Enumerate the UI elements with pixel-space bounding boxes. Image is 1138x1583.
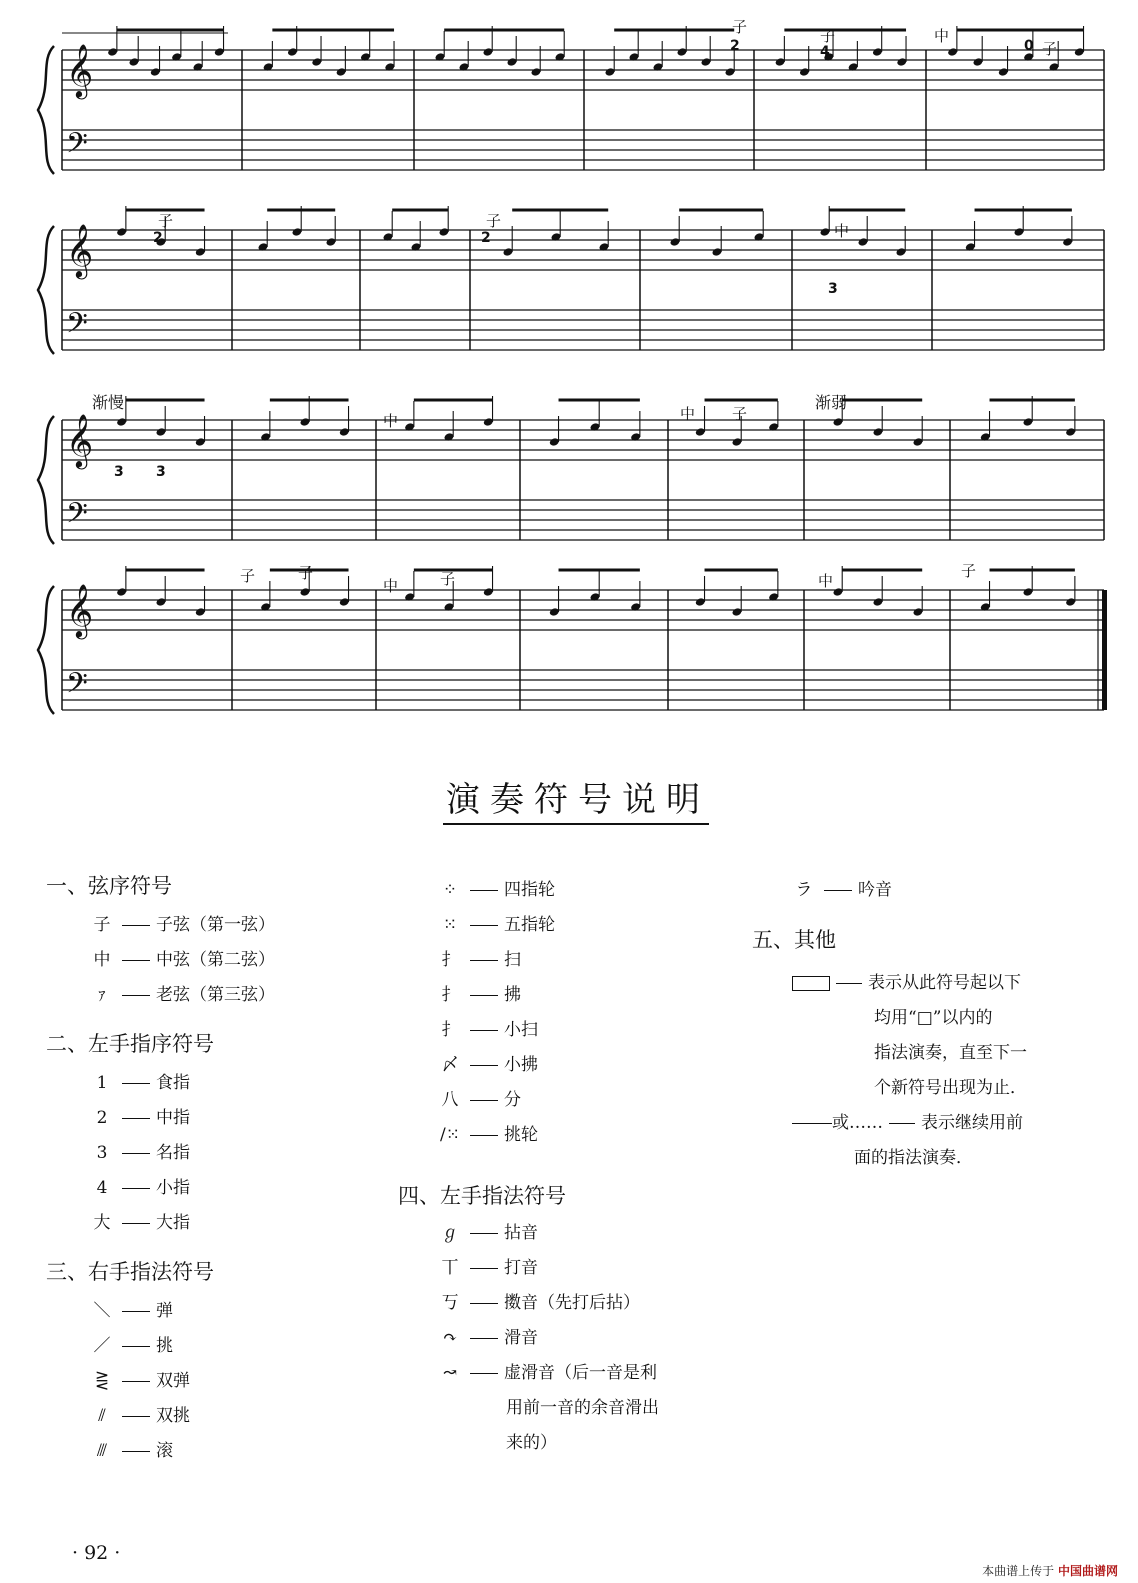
legend-row — [436, 945, 521, 970]
legend-row — [436, 1253, 538, 1278]
bass-clef-icon: 𝄢 — [66, 497, 88, 537]
legend-symbol: ⁙ — [442, 915, 458, 935]
string-label: 子 — [1042, 40, 1058, 58]
legend-row — [88, 1068, 190, 1093]
legend-text: 中指 — [156, 1108, 190, 1128]
legend-text: 来的） — [506, 1433, 557, 1453]
legend-row — [88, 1296, 173, 1321]
watermark-prefix: 本曲谱上传于 — [982, 1564, 1055, 1578]
section-heading-left-hand-fingers: 二、左手指序符号 — [46, 1032, 214, 1056]
legend-row-continued — [506, 1393, 659, 1418]
legend-row — [88, 945, 275, 970]
box-symbol — [792, 976, 830, 991]
legend-symbol: /⁙ — [440, 1125, 460, 1145]
legend-symbol: 中 — [93, 950, 111, 970]
legend-symbol: ⫽ — [98, 1406, 106, 1426]
legend-row — [436, 980, 521, 1005]
string-label: 中 — [383, 577, 399, 595]
legend-row — [88, 1331, 173, 1356]
legend-row — [436, 1120, 538, 1145]
legend-text: 食指 — [156, 1073, 190, 1093]
finger-number: 3 — [156, 464, 166, 480]
string-label: 子 — [486, 212, 502, 230]
finger-number: 2 — [730, 38, 740, 54]
finger-number: 2 — [153, 230, 163, 246]
legend-text: 子弦（第一弦） — [156, 915, 275, 935]
legend-row — [88, 980, 275, 1005]
string-label: 中 — [834, 222, 850, 240]
bass-clef-icon: 𝄢 — [66, 307, 88, 347]
legend-row — [88, 1401, 190, 1426]
system-brace — [38, 586, 54, 714]
string-label: 中 — [680, 405, 696, 423]
legend-symbol: 丂 — [441, 1293, 459, 1313]
finger-number: 3 — [828, 281, 838, 297]
legend-symbol: ℊ — [441, 1223, 459, 1243]
legend-row — [88, 910, 275, 935]
finger-number: 2 — [481, 230, 491, 246]
treble-clef-icon: 𝄞 — [66, 43, 94, 97]
other-note-line: 个新符号出现为止． — [874, 1078, 1027, 1098]
legend-text: 虚滑音（后一音是利 — [504, 1363, 657, 1383]
legend-text: 小拂 — [504, 1055, 538, 1075]
treble-clef-icon: 𝄞 — [66, 223, 94, 277]
legend-row — [88, 1366, 190, 1391]
legend-text: 大指 — [156, 1213, 190, 1233]
section-heading-other: 五、其他 — [752, 928, 836, 952]
string-label: 子 — [732, 18, 748, 36]
finger-number: 3 — [114, 464, 124, 480]
other-note-line: 均用“□”以内的 — [874, 1008, 993, 1028]
legend-text: 滑音 — [504, 1328, 538, 1348]
string-label: 子 — [961, 562, 977, 580]
treble-clef-icon: 𝄞 — [66, 413, 94, 467]
legend-title: 演奏符号说明 — [446, 780, 710, 820]
legend-row — [436, 1218, 538, 1243]
legend-text: 双弹 — [156, 1371, 190, 1391]
legend-row — [436, 1288, 640, 1313]
legend-symbol: 3 — [96, 1143, 108, 1163]
music-score — [0, 0, 1138, 745]
legend-symbol: 子 — [93, 915, 111, 935]
other-note-or: 或…… — [832, 1113, 883, 1133]
page-number: · 92 · — [72, 1542, 121, 1564]
legend-text: 打音 — [504, 1258, 538, 1278]
legend-symbol: 1 — [96, 1073, 108, 1093]
legend-text: 弹 — [156, 1301, 173, 1321]
legend-row-continued — [506, 1428, 557, 1453]
legend-text: 五指轮 — [504, 915, 555, 935]
legend-row — [436, 1323, 538, 1348]
legend-text: 挑轮 — [504, 1125, 538, 1145]
legend-symbol: ｧ — [97, 985, 107, 1005]
legend-text: 老弦（第三弦） — [156, 985, 275, 1005]
legend-symbol: 扌 — [441, 1020, 459, 1040]
legend-text: 吟音 — [858, 880, 892, 900]
legend-text: 小扫 — [504, 1020, 538, 1040]
string-label: 子 — [298, 564, 314, 582]
string-label: 子 — [820, 27, 836, 45]
legend-symbol: ＼ — [93, 1301, 111, 1321]
legend-text: 拂 — [504, 985, 521, 1005]
title-underline — [443, 823, 709, 825]
string-label: 子 — [732, 405, 748, 423]
legend-text: 滚 — [156, 1441, 173, 1461]
legend-text: 名指 — [156, 1143, 190, 1163]
tempo-mark-gradual-soft: 渐弱 — [815, 393, 848, 412]
legend-row — [88, 1173, 190, 1198]
legend-symbol: ⫻ — [96, 1441, 108, 1461]
string-label: 中 — [818, 572, 834, 590]
legend-text: 扫 — [504, 950, 521, 970]
legend-text: 分 — [504, 1090, 521, 1110]
legend-text: 小指 — [156, 1178, 190, 1198]
legend-symbol: 4 — [96, 1178, 108, 1198]
legend-symbol: ↝ — [442, 1363, 458, 1383]
string-label: 子 — [240, 567, 256, 585]
other-note-line: 面的指法演奏． — [854, 1148, 973, 1168]
legend-text: 挑 — [156, 1336, 173, 1356]
legend-text: 四指轮 — [504, 880, 555, 900]
finger-number: 0 — [1024, 38, 1034, 54]
legend-row — [436, 1358, 657, 1383]
legend-row — [790, 875, 892, 900]
legend-symbol: 八 — [441, 1090, 459, 1110]
other-note-line: 表示从此符号起以下 — [868, 973, 1021, 993]
legend-row — [88, 1138, 190, 1163]
legend-symbol: ⁘ — [442, 880, 458, 900]
legend-symbol: 扌 — [441, 985, 459, 1005]
legend-text: 擞音（先打后拈） — [504, 1293, 640, 1313]
bass-clef-icon: 𝄢 — [66, 127, 88, 167]
system-brace — [38, 46, 54, 174]
legend-row — [436, 1050, 538, 1075]
bass-clef-icon: 𝄢 — [66, 667, 88, 707]
legend-text: 中弦（第二弦） — [156, 950, 275, 970]
watermark — [982, 1562, 1118, 1579]
legend-symbol: 扌 — [441, 950, 459, 970]
finger-number: 4 — [820, 44, 830, 60]
tempo-mark-gradual-slow: 渐慢 — [92, 393, 125, 412]
legend-row — [88, 1208, 190, 1233]
site-logo: 中国曲谱网 — [1057, 1564, 1118, 1578]
string-label: 子 — [440, 570, 456, 588]
section-heading-left-hand-technique: 四、左手指法符号 — [398, 1184, 566, 1208]
section-heading-string-order: 一、弦序符号 — [46, 874, 172, 898]
legend-row — [88, 1436, 173, 1461]
legend-symbol: 大 — [93, 1213, 111, 1233]
legend-symbol: 〆 — [441, 1055, 459, 1075]
legend-symbol: 丅 — [441, 1258, 459, 1278]
legend-symbol: 2 — [96, 1108, 108, 1128]
string-label: 中 — [383, 412, 399, 430]
string-label: 子 — [158, 212, 174, 230]
legend-row — [436, 875, 555, 900]
legend-text: 拈音 — [504, 1223, 538, 1243]
legend-row — [436, 1085, 521, 1110]
legend-row — [88, 1103, 190, 1128]
other-note-line: 指法演奏，直至下一 — [874, 1043, 1027, 1063]
string-label: 中 — [934, 27, 950, 45]
legend-symbol: ／ — [93, 1336, 111, 1356]
system-brace — [38, 416, 54, 544]
section-heading-right-hand-technique: 三、右手指法符号 — [46, 1260, 214, 1284]
legend-row — [436, 1015, 538, 1040]
treble-clef-icon: 𝄞 — [66, 583, 94, 637]
system-brace — [38, 226, 54, 354]
other-note-line: 表示继续用前 — [921, 1113, 1023, 1133]
final-barline-thick — [1102, 590, 1107, 710]
legend-text: 双挑 — [156, 1406, 190, 1426]
legend-row — [436, 910, 555, 935]
legend-symbol: ↷ — [442, 1328, 458, 1348]
legend-symbol: ラ — [795, 880, 813, 900]
other-note-box — [792, 966, 1027, 1176]
legend-symbol: ⋛ — [94, 1371, 110, 1391]
legend-text: 用前一音的余音滑出 — [506, 1398, 659, 1418]
